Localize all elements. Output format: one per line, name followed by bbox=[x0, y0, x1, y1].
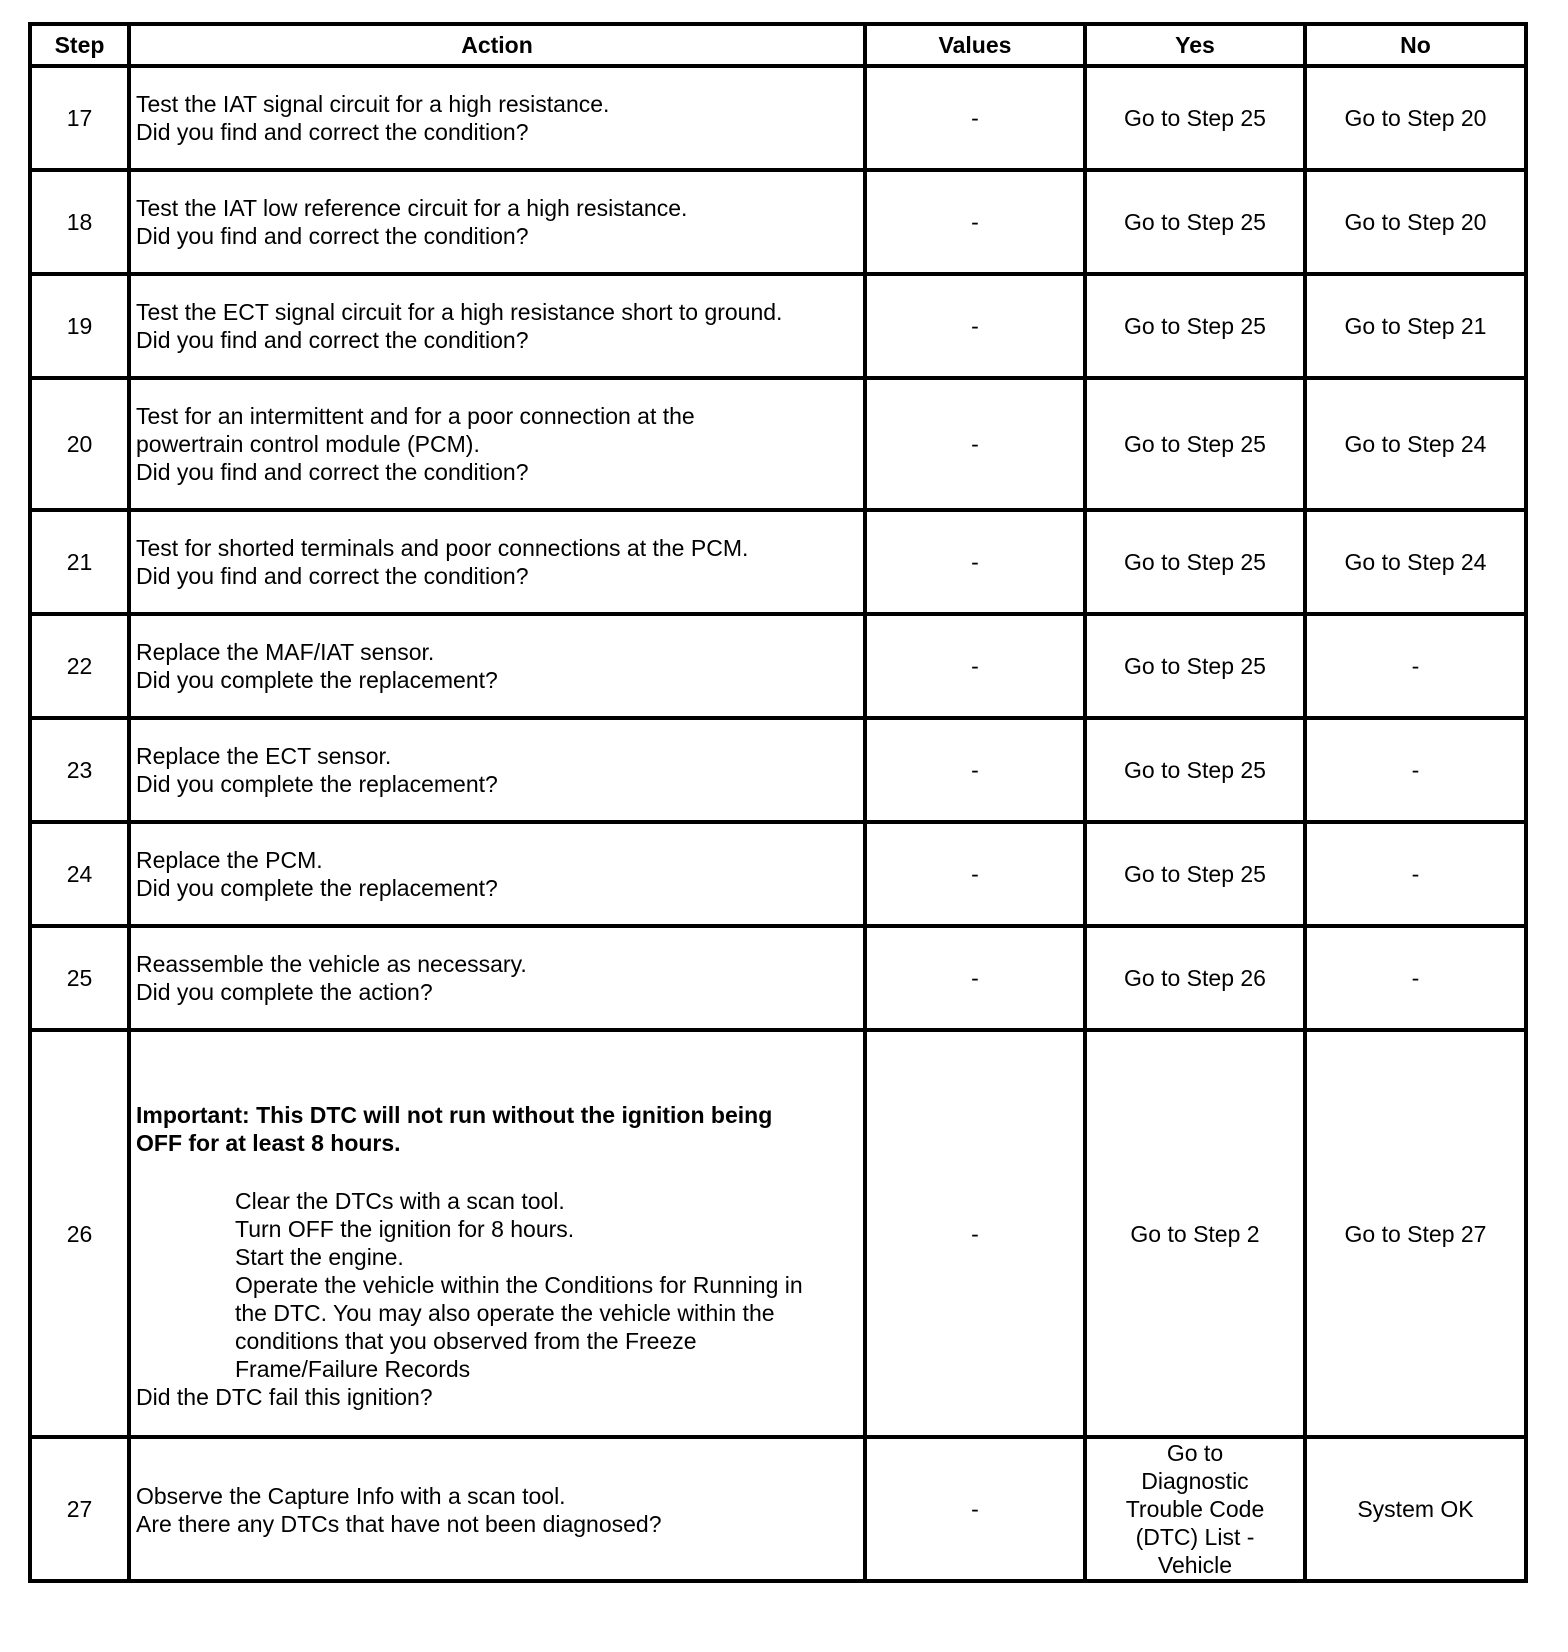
step-number: 20 bbox=[30, 378, 129, 510]
header-action: Action bbox=[129, 24, 865, 66]
step-number: 27 bbox=[30, 1437, 129, 1581]
important-note: Important: This DTC will not run without the ignition being OFF for at least 8 hours. bbox=[136, 1101, 773, 1156]
no-cell: Go to Step 20 bbox=[1305, 66, 1526, 170]
no-cell: Go to Step 24 bbox=[1305, 510, 1526, 614]
no-cell: System OK bbox=[1305, 1437, 1526, 1581]
values-cell: - bbox=[865, 510, 1085, 614]
header-yes: Yes bbox=[1085, 24, 1305, 66]
action-cell bbox=[129, 1030, 865, 1437]
table-row bbox=[30, 378, 1526, 510]
yes-cell: Go to Step 25 bbox=[1085, 378, 1305, 510]
table-row bbox=[30, 718, 1526, 822]
action-question: Did you find and correct the condition? bbox=[136, 563, 529, 589]
action-question: Did you find and correct the condition? bbox=[136, 459, 529, 485]
table-row bbox=[30, 66, 1526, 170]
values-cell: - bbox=[865, 378, 1085, 510]
no-cell: - bbox=[1305, 822, 1526, 926]
procedure-item: Operate the vehicle within the Conditions for Running in the DTC. You may also operate the vehicle within the conditions that you observed from the Freeze Frame/Failure Records bbox=[235, 1271, 803, 1382]
action-cell bbox=[129, 822, 865, 926]
action-cell bbox=[129, 66, 865, 170]
action-text: Test for an intermittent and for a poor connection at the powertrain control module (PCM). bbox=[136, 403, 695, 457]
values-cell: - bbox=[865, 718, 1085, 822]
header-step: Step bbox=[30, 24, 129, 66]
step-number: 25 bbox=[30, 926, 129, 1030]
procedure-item: Start the engine. bbox=[235, 1243, 404, 1270]
action-text: Observe the Capture Info with a scan tool. bbox=[136, 1483, 566, 1509]
procedure-list bbox=[136, 1187, 857, 1383]
yes-cell: Go to Diagnostic Trouble Code (DTC) List - Vehicle bbox=[1085, 1437, 1305, 1581]
table-row bbox=[30, 1030, 1526, 1437]
action-text: Test for shorted terminals and poor connections at the PCM. bbox=[136, 535, 749, 561]
values-cell: - bbox=[865, 1030, 1085, 1437]
values-cell: - bbox=[865, 66, 1085, 170]
action-cell bbox=[129, 718, 865, 822]
step-number: 22 bbox=[30, 614, 129, 718]
action-text: Replace the PCM. bbox=[136, 847, 323, 873]
header-values: Values bbox=[865, 24, 1085, 66]
action-text: Reassemble the vehicle as necessary. bbox=[136, 951, 527, 977]
table-row bbox=[30, 614, 1526, 718]
action-text: Replace the MAF/IAT sensor. bbox=[136, 639, 435, 665]
yes-cell: Go to Step 25 bbox=[1085, 510, 1305, 614]
values-cell: - bbox=[865, 926, 1085, 1030]
values-cell: - bbox=[865, 822, 1085, 926]
yes-cell: Go to Step 25 bbox=[1085, 718, 1305, 822]
yes-cell: Go to Step 25 bbox=[1085, 614, 1305, 718]
yes-cell: Go to Step 25 bbox=[1085, 170, 1305, 274]
no-cell: Go to Step 21 bbox=[1305, 274, 1526, 378]
table-row bbox=[30, 510, 1526, 614]
no-cell: - bbox=[1305, 718, 1526, 822]
action-text: Replace the ECT sensor. bbox=[136, 743, 392, 769]
yes-cell: Go to Step 26 bbox=[1085, 926, 1305, 1030]
no-cell: - bbox=[1305, 614, 1526, 718]
step-number: 24 bbox=[30, 822, 129, 926]
procedure-item: Turn OFF the ignition for 8 hours. bbox=[235, 1215, 575, 1242]
yes-cell: Go to Step 2 bbox=[1085, 1030, 1305, 1437]
action-cell bbox=[129, 274, 865, 378]
action-text: Test the IAT signal circuit for a high resistance. bbox=[136, 91, 610, 117]
action-question: Are there any DTCs that have not been diagnosed? bbox=[136, 1511, 662, 1537]
values-cell: - bbox=[865, 170, 1085, 274]
action-question: Did you find and correct the condition? bbox=[136, 119, 529, 145]
yes-cell: Go to Step 25 bbox=[1085, 66, 1305, 170]
table-row bbox=[30, 822, 1526, 926]
action-question: Did you complete the replacement? bbox=[136, 875, 498, 901]
yes-cell: Go to Step 25 bbox=[1085, 822, 1305, 926]
action-question: Did you complete the action? bbox=[136, 979, 433, 1005]
action-cell bbox=[129, 510, 865, 614]
action-text: Test the IAT low reference circuit for a high resistance. bbox=[136, 195, 688, 221]
action-cell bbox=[129, 170, 865, 274]
values-cell: - bbox=[865, 614, 1085, 718]
no-cell: Go to Step 20 bbox=[1305, 170, 1526, 274]
step-number: 23 bbox=[30, 718, 129, 822]
action-cell bbox=[129, 614, 865, 718]
important-block bbox=[136, 1101, 857, 1383]
header-no: No bbox=[1305, 24, 1526, 66]
table-row bbox=[30, 1437, 1526, 1581]
step-number: 17 bbox=[30, 66, 129, 170]
action-text: Test the ECT signal circuit for a high resistance short to ground. bbox=[136, 299, 783, 325]
action-question: Did you find and correct the condition? bbox=[136, 223, 529, 249]
values-cell: - bbox=[865, 274, 1085, 378]
action-cell bbox=[129, 926, 865, 1030]
yes-cell: Go to Step 25 bbox=[1085, 274, 1305, 378]
table-row bbox=[30, 926, 1526, 1030]
step-number: 21 bbox=[30, 510, 129, 614]
table-row bbox=[30, 274, 1526, 378]
action-question: Did you find and correct the condition? bbox=[136, 327, 529, 353]
no-cell: - bbox=[1305, 926, 1526, 1030]
values-cell: - bbox=[865, 1437, 1085, 1581]
no-cell: Go to Step 27 bbox=[1305, 1030, 1526, 1437]
step-number: 18 bbox=[30, 170, 129, 274]
action-question: Did you complete the replacement? bbox=[136, 667, 498, 693]
action-cell bbox=[129, 378, 865, 510]
procedure-item: Clear the DTCs with a scan tool. bbox=[235, 1187, 565, 1214]
step-number: 26 bbox=[30, 1030, 129, 1437]
action-question: Did the DTC fail this ignition? bbox=[136, 1383, 433, 1410]
diagnostic-table bbox=[28, 22, 1528, 1583]
action-question: Did you complete the replacement? bbox=[136, 771, 498, 797]
no-cell: Go to Step 24 bbox=[1305, 378, 1526, 510]
table-row bbox=[30, 170, 1526, 274]
step-number: 19 bbox=[30, 274, 129, 378]
action-cell bbox=[129, 1437, 865, 1581]
header-row bbox=[30, 24, 1526, 66]
